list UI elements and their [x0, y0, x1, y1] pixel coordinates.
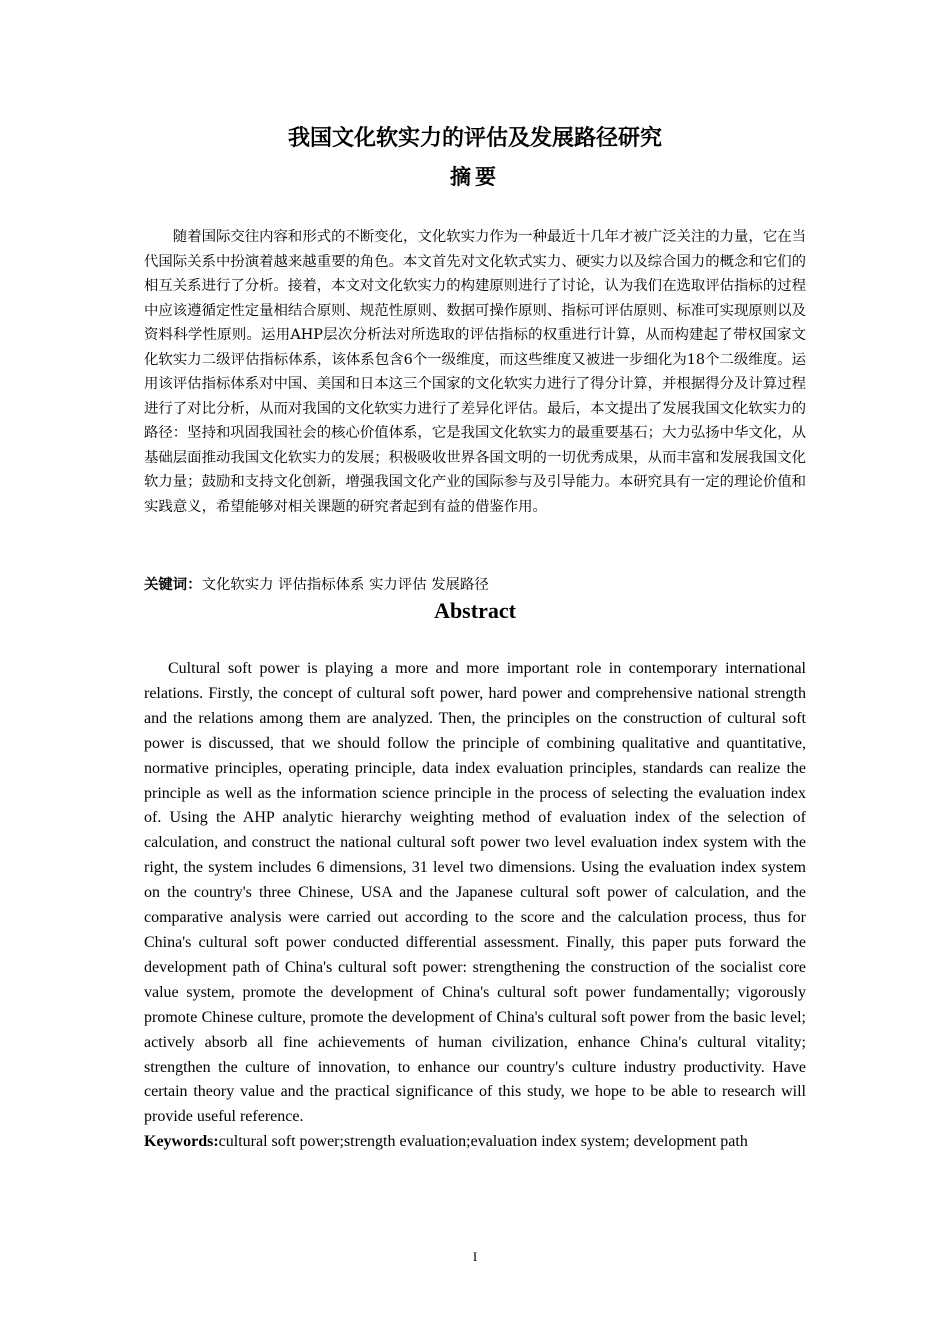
chinese-abstract-body: 随着国际交往内容和形式的不断变化，文化软实力作为一种最近十几年才被广泛关注的力量，它在当代国际关系中扮演着越来越重要的角色。本文首先对文化软式实力、硬实力以及综合国力的概念和它们的相互关系进行了分析。接着，本文对文化软实力的构建原则进行了讨论，认为我们在选取评估指标的过程中应该遵循定性定量相结合原则、规范性原则、数据可操作原则、指标可评估原则、标准可实现原则以及资料科学性原则。运用AHP层次分析法对所选取的评估指标的权重进行计算，从而构建起了带权国家文化软实力二级评估指标体系，该体系包含6个一级维度，而这些维度又被进一步细化为18个二级维度。运用该评估指标体系对中国、美国和日本这三个国家的文化软实力进行了得分计算，并根据得分及计算过程进行了对比分析，从而对我国的文化软实力进行了差异化评估。最后，本文提出了发展我国文化软实力的路径：坚持和巩固我国社会的核心价值体系，它是我国文化软实力的最重要基石；大力弘扬中华文化，从基础层面推动我国文化软实力的发展；积极吸收世界各国文明的一切优秀成果，从而丰富和发展我国文化软力量；鼓励和支持文化创新，增强我国文化产业的国际参与及引导能力。本研究具有一定的理论价值和实践意义，希望能够对相关课题的研究者起到有益的借鉴作用。: [144, 229, 806, 515]
english-keywords: [144, 1130, 806, 1154]
english-abstract-body: Cultural soft power is playing a more and more important role in contemporary international relations. Firstly, the concept of cultural soft power, hard power and comprehensive national strength and the relations among them are analyzed. Then, the principles on the construction of cultural soft power is discussed, that we should follow the principle of combining qualitative and quantitative, normative principles, operating principle, data index evaluation principles, standards can realize the principle as well as the information science principle in the process of selecting the evaluation index of. Using the AHP analytic hierarchy weighting method of evaluation index of the selection of calculation, and construct the national cultural soft power two level evaluation index system with the right, the system includes 6 dimensions, 31 level two dimensions. Using the evaluation index system on the country's three Chinese, USA and the Japanese cultural soft power of calculation, and the comparative analysis were carried out according to the score and the calculation process, thus for China's cultural soft power conducted differential assessment. Finally, this paper puts forward the development path of China's cultural soft power: strengthening the construction of the socialist core value system, promote the development of China's cultural soft power fundamentally; vigorously promote Chinese culture, promote the development of China's cultural soft power from the basic level; actively absorb all fine achievements of human civilization, enhance China's cultural vitality; strengthen the culture of innovation, to enhance our country's culture industry productivity. Have certain theory value and the practical significance of this study, we hope to be able to research will provide useful reference.: [144, 660, 806, 1126]
chinese-abstract-heading: 摘要: [450, 165, 500, 189]
document-title: 我国文化软实力的评估及发展路径研究: [287, 126, 662, 151]
chinese-keywords-text: 文化软实力 评估指标体系 实力评估 发展路径: [201, 577, 489, 593]
chinese-keywords-label: 关键词：: [144, 577, 202, 593]
english-keywords-text: cultural soft power;strength evaluation;evaluation index system; development path: [218, 1133, 748, 1150]
english-abstract-heading: Abstract: [434, 598, 516, 623]
chinese-keywords: [144, 573, 806, 597]
english-keywords-label: Keywords:: [144, 1133, 219, 1150]
page-number: I: [472, 1249, 478, 1264]
